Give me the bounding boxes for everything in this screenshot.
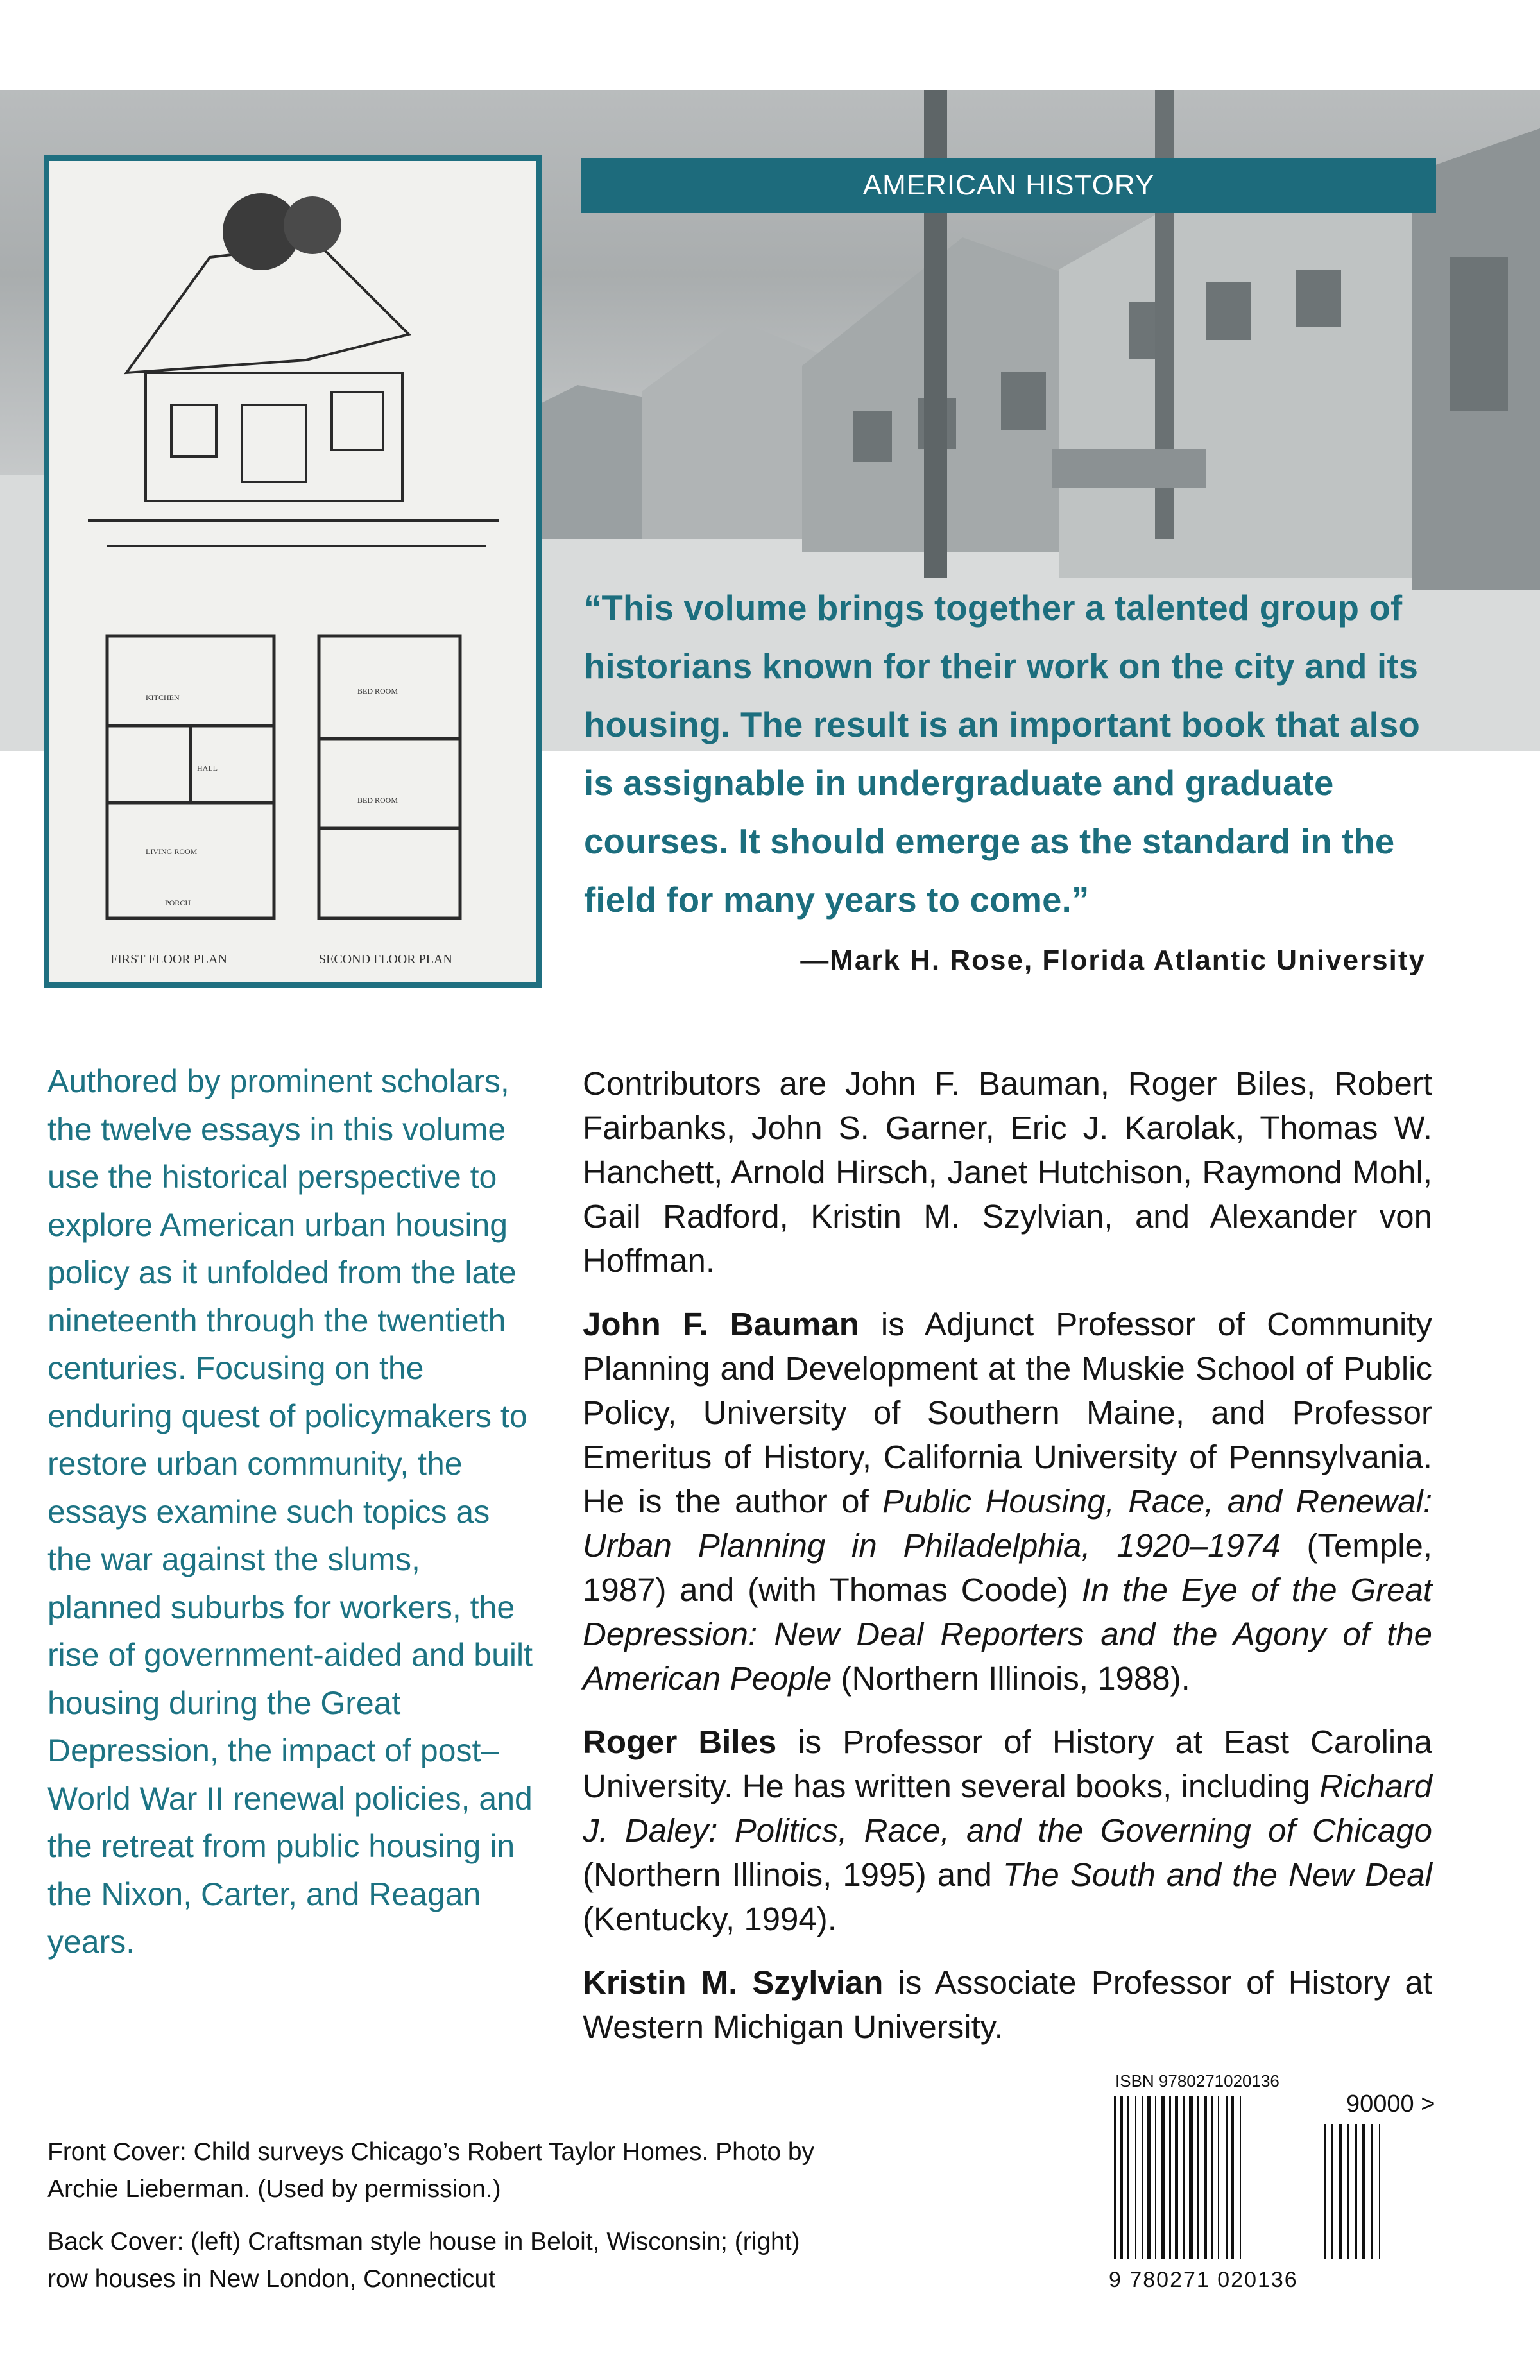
- contributors-paragraph: Contributors are John F. Bauman, Roger Biles, Robert Fairbanks, John S. Garner, Eric J. Karolak, Thomas W. Hanchett, Arnold Hirsch, Janet Hutchison, Raymond Mohl, Gail Radford, Kristin M. Szylvian, and Alexander von Hoffman.: [583, 1065, 1432, 1279]
- addon-bar: [1371, 2124, 1373, 2259]
- book-title: Public Housing, Race, and Renewal: Urban Planning in Philadelphia, 1920–1974: [583, 1483, 1432, 1564]
- craftsman-house-illustration: [44, 155, 542, 988]
- bio-text: (Kentucky, 1994).: [583, 1901, 837, 1937]
- isbn-label: ISBN 9780271020136: [1115, 2071, 1279, 2091]
- category-banner: AMERICAN HISTORY: [581, 158, 1436, 213]
- bio-text: is Adjunct Professor of Community Planning and Development at the Muskie School of Public Policy, University of Southern Maine, and Professor Emeritus of History, California University of Pennsylvania. He is the author of: [583, 1306, 1433, 1520]
- barcode-bar: [1114, 2096, 1116, 2259]
- first-floor-label: FIRST FLOOR PLAN: [110, 952, 227, 966]
- barcode-bars: [1109, 2096, 1468, 2269]
- barcode-bar: [1142, 2096, 1143, 2259]
- book-title: Richard J. Daley: Politics, Race, and the Governing of Chicago: [583, 1768, 1432, 1849]
- barcode-bar: [1120, 2096, 1123, 2259]
- bio-text: is Associate Professor of History at Western Michigan University.: [583, 1964, 1432, 2045]
- bio-text: (Temple, 1987) and (with Thomas Coode): [583, 1527, 1432, 1608]
- addon-bar: [1331, 2124, 1333, 2259]
- room-label-bed-1: BED ROOM: [357, 687, 398, 696]
- bio-name: John F. Bauman: [583, 1306, 859, 1342]
- bio-text: (Northern Illinois, 1988).: [832, 1660, 1190, 1697]
- barcode-digits: 9 780271 020136: [1109, 2268, 1298, 2292]
- bio-szylvian: [583, 1960, 1432, 2049]
- addon-bar: [1348, 2124, 1349, 2259]
- bio-bauman: [583, 1302, 1432, 1700]
- bio-name: Kristin M. Szylvian: [583, 1964, 884, 2001]
- addon-bar: [1339, 2124, 1342, 2259]
- barcode-bar: [1147, 2096, 1151, 2259]
- price-code: 90000 >: [1346, 2091, 1435, 2118]
- barcode-bar: [1183, 2096, 1185, 2259]
- barcode-bar: [1169, 2096, 1171, 2259]
- barcode-bar: [1231, 2096, 1234, 2259]
- barcode-bar: [1161, 2096, 1165, 2259]
- addon-bar: [1379, 2124, 1380, 2259]
- barcode-bar: [1197, 2096, 1199, 2259]
- back-cover-credit: Back Cover: (left) Craftsman style house in Beloit, Wisconsin; (right) row houses in New London, Connecticut: [47, 2228, 800, 2293]
- barcode-bar: [1211, 2096, 1213, 2259]
- cover-credits: [47, 2134, 843, 2313]
- barcode-bar: [1127, 2096, 1129, 2259]
- addon-bar: [1362, 2124, 1365, 2259]
- barcode-bar: [1204, 2096, 1207, 2259]
- barcode-bar: [1218, 2096, 1219, 2259]
- bio-name: Roger Biles: [583, 1724, 777, 1760]
- second-floor-label: SECOND FLOOR PLAN: [319, 952, 452, 966]
- front-cover-credit: Front Cover: Child surveys Chicago’s Robert Taylor Homes. Photo by Archie Lieberman. (Used by permission.): [47, 2138, 815, 2203]
- room-label-hall: HALL: [197, 764, 218, 773]
- quote-attribution: —Mark H. Rose, Florida Atlantic University: [800, 945, 1426, 976]
- bio-text: (Northern Illinois, 1995) and: [583, 1856, 1003, 1893]
- addon-bar: [1324, 2124, 1326, 2259]
- book-description: Authored by prominent scholars, the twelve essays in this volume use the historical perspective to explore American urban housing policy as it unfolded from the late nineteenth through the twentieth centuries. Focusing on the enduring quest of policymakers to restore urban community, the essays examine such topics as the war against the slums, planned suburbs for workers, the rise of government-aided and built housing during the Great Depression, the impact of post–World War II renewal policies, and the retreat from public housing in the Nixon, Carter, and Reagan years.: [47, 1063, 533, 1960]
- bio-text: is Professor of History at East Carolina University. He has written several books, including: [583, 1724, 1432, 1804]
- barcode-bar: [1155, 2096, 1156, 2259]
- barcode-bar: [1135, 2096, 1136, 2259]
- endorsement-quote: “This volume brings together a talented group of historians known for their work on the city and its housing. The result is an important book that also is assignable in undergraduate and graduate courses. It should emerge as the standard in the field for many years to come.”: [584, 588, 1420, 920]
- isbn-barcode: [1109, 2071, 1468, 2292]
- book-title: In the Eye of the Great Depression: New Deal Reporters and the Agony of the American People: [583, 1571, 1432, 1697]
- author-column: [583, 1061, 1432, 2068]
- top-margin: [0, 0, 1540, 90]
- barcode-bar: [1175, 2096, 1178, 2259]
- room-label-living: LIVING ROOM: [146, 847, 198, 856]
- house-drawing: [49, 161, 536, 982]
- barcode-bar: [1189, 2096, 1193, 2259]
- addon-bar: [1355, 2124, 1357, 2259]
- room-label-bed-2: BED ROOM: [357, 796, 398, 805]
- book-title: The South and the New Deal: [1002, 1856, 1432, 1893]
- barcode-bar: [1226, 2096, 1228, 2259]
- room-label-kitchen: KITCHEN: [146, 693, 180, 702]
- bio-biles: [583, 1720, 1432, 1941]
- barcode-bar: [1240, 2096, 1241, 2259]
- room-label-porch: PORCH: [165, 898, 191, 907]
